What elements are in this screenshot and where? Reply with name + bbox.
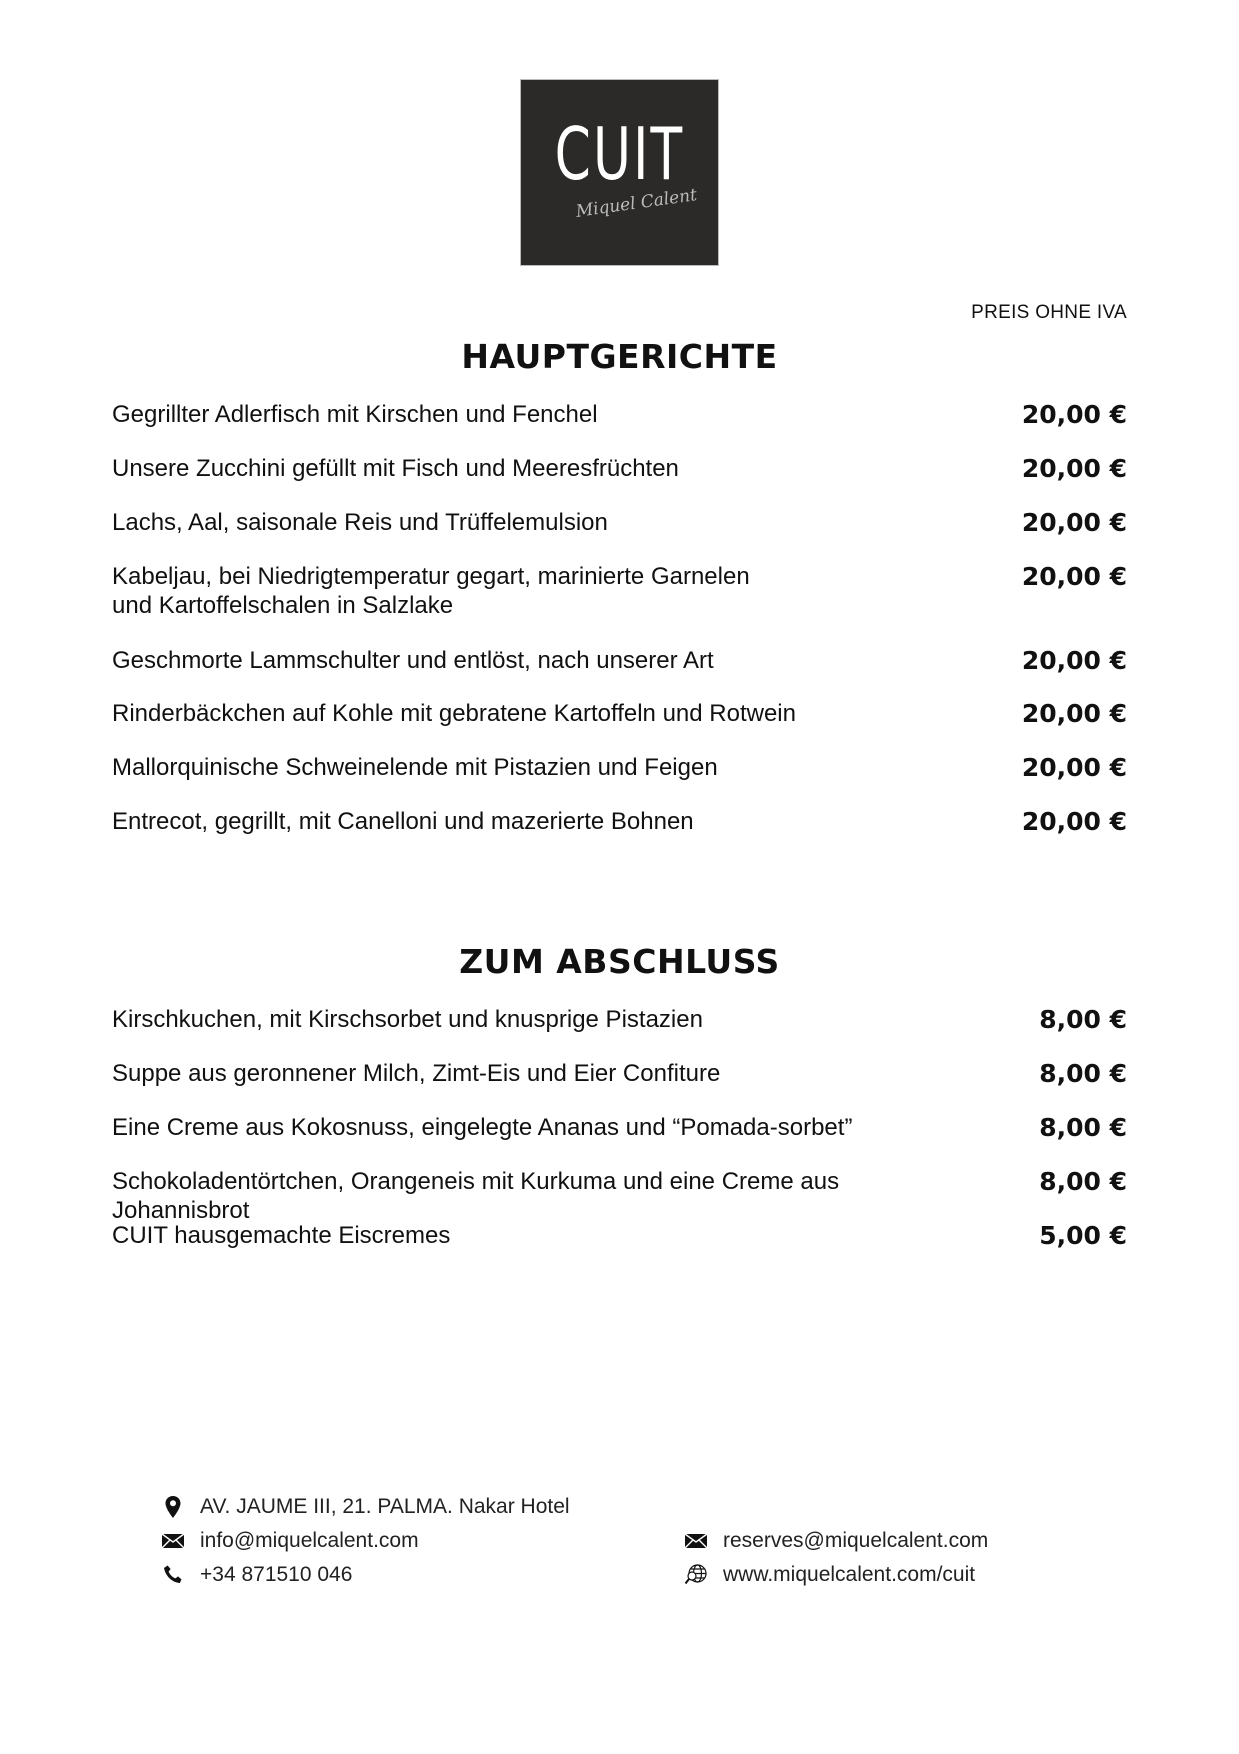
restaurant-logo bbox=[521, 80, 718, 265]
item-name: Entrecot, gegrillt, mit Canelloni und mazerierte Bohnen bbox=[112, 808, 694, 835]
menu-item bbox=[112, 454, 1127, 508]
item-name: Schokoladentörtchen, Orangeneis mit Kurkuma und eine Creme aus Johannisbrot bbox=[112, 1168, 840, 1224]
menu-item bbox=[112, 1059, 1127, 1113]
item-price: 20,00 € bbox=[1021, 508, 1127, 537]
item-price: 20,00 € bbox=[1021, 562, 1127, 591]
logo-signature: Miquel Calent bbox=[574, 185, 699, 222]
footer-email-info bbox=[160, 1524, 570, 1558]
address-text: AV. JAUME III, 21. PALMA. Nakar Hotel bbox=[200, 1495, 570, 1518]
phone-icon bbox=[160, 1562, 186, 1588]
menu-item bbox=[112, 400, 1127, 454]
map-pin-icon bbox=[160, 1494, 186, 1520]
item-price: 8,00 € bbox=[1039, 1167, 1127, 1196]
menu-item bbox=[112, 646, 1127, 699]
item-name: Geschmorte Lammschulter und entlöst, nach unserer Art bbox=[112, 647, 714, 674]
item-price: 20,00 € bbox=[1021, 400, 1127, 429]
footer-contact-right bbox=[683, 1524, 988, 1592]
item-price: 8,00 € bbox=[1039, 1005, 1127, 1034]
menu-item bbox=[112, 508, 1127, 562]
item-price: 20,00 € bbox=[1021, 753, 1127, 782]
logo-title: CUIT bbox=[554, 112, 685, 196]
menu-item bbox=[112, 1005, 1127, 1059]
footer-email-reserves bbox=[683, 1524, 988, 1558]
item-name: Unsere Zucchini gefüllt mit Fisch und Meeresfrüchten bbox=[112, 455, 679, 482]
item-name: Gegrillter Adlerfisch mit Kirschen und Fenchel bbox=[112, 401, 598, 428]
menu-item bbox=[112, 1221, 1127, 1275]
menu-item bbox=[112, 753, 1127, 807]
envelope-icon bbox=[683, 1528, 709, 1554]
item-name: Lachs, Aal, saisonale Reis und Trüffelemulsion bbox=[112, 509, 608, 536]
item-name: Suppe aus geronnener Milch, Zimt-Eis und Eier Confiture bbox=[112, 1060, 721, 1087]
email-info-link[interactable]: info@miquelcalent.com bbox=[200, 1529, 419, 1552]
globe-search-icon bbox=[683, 1562, 709, 1588]
menu-item bbox=[112, 1113, 1127, 1167]
email-reserves-link[interactable]: reserves@miquelcalent.com bbox=[723, 1529, 989, 1552]
menu-item bbox=[112, 1167, 1127, 1224]
section-title-main-courses: HAUPTGERICHTE bbox=[461, 337, 778, 376]
item-price: 8,00 € bbox=[1039, 1113, 1127, 1142]
section-title-desserts: ZUM ABSCHLUSS bbox=[459, 942, 780, 981]
item-price: 20,00 € bbox=[1021, 807, 1127, 836]
item-price: 20,00 € bbox=[1021, 699, 1127, 728]
desserts-list bbox=[112, 1005, 1127, 1275]
menu-item bbox=[112, 562, 1127, 646]
item-price: 5,00 € bbox=[1039, 1221, 1127, 1250]
envelope-icon bbox=[160, 1528, 186, 1554]
item-price: 20,00 € bbox=[1021, 454, 1127, 483]
item-name: Mallorquinische Schweinelende mit Pistazien und Feigen bbox=[112, 754, 718, 781]
phone-link[interactable]: +34 871510 046 bbox=[200, 1563, 353, 1586]
footer-address bbox=[160, 1490, 570, 1524]
item-price: 20,00 € bbox=[1021, 646, 1127, 675]
item-name: Kirschkuchen, mit Kirschsorbet und knusprige Pistazien bbox=[112, 1006, 703, 1033]
item-name: CUIT hausgemachte Eiscremes bbox=[112, 1222, 451, 1249]
footer-phone bbox=[160, 1558, 570, 1592]
footer-contact-left bbox=[160, 1490, 570, 1592]
item-name: Eine Creme aus Kokosnuss, eingelegte Ananas und “Pomada-sorbet” bbox=[112, 1114, 853, 1141]
item-name: Rinderbäckchen auf Kohle mit gebratene Kartoffeln und Rotwein bbox=[112, 700, 796, 727]
main-courses-list bbox=[112, 400, 1127, 861]
item-name: Kabeljau, bei Niedrigtemperatur gegart, marinierte Garnelen und Kartoffelschalen in Salzlake bbox=[112, 563, 750, 619]
website-link[interactable]: www.miquelcalent.com/cuit bbox=[723, 1563, 976, 1586]
menu-item bbox=[112, 807, 1127, 861]
footer-website bbox=[683, 1558, 988, 1592]
item-price: 8,00 € bbox=[1039, 1059, 1127, 1088]
price-note: PREIS OHNE IVA bbox=[971, 302, 1127, 323]
menu-item bbox=[112, 699, 1127, 753]
